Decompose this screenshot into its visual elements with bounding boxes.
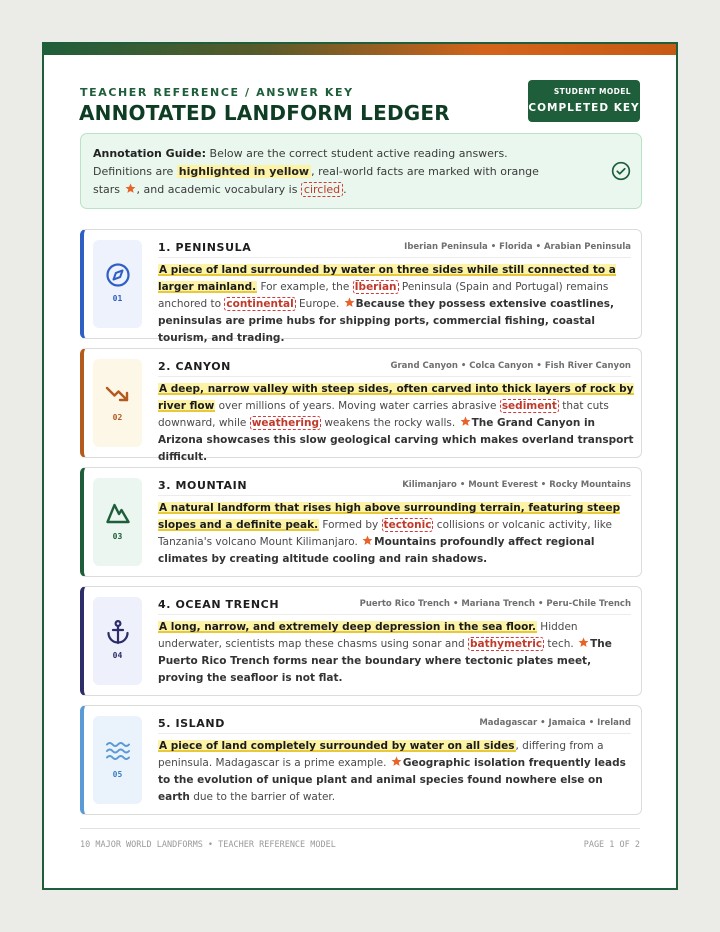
star-icon (460, 416, 471, 427)
star-icon (578, 637, 589, 648)
landform-number: 01 (112, 294, 123, 303)
guide-highlight-sample: highlighted in yellow (178, 165, 310, 178)
landform-number: 02 (112, 413, 123, 422)
status-badge (528, 80, 640, 122)
guide-text-4: . (343, 183, 347, 196)
star-icon (344, 297, 355, 308)
top-accent-bar (44, 44, 676, 55)
description-text: Formed by (319, 519, 382, 531)
landform-icon-tile (93, 359, 142, 447)
card-divider (158, 733, 631, 734)
vocab-circled: weathering (251, 417, 319, 429)
footer-page-number: PAGE 1 OF 2 (583, 840, 640, 850)
vocab-circled: Iberian (354, 281, 397, 293)
footer-left: 10 MAJOR WORLD LANDFORMS • TEACHER REFERENCE MODEL (80, 840, 336, 850)
landform-icon-tile (93, 716, 142, 804)
landform-title: 1. PENINSULA (158, 241, 252, 254)
star-icon (125, 183, 136, 194)
guide-text (93, 145, 553, 199)
star-icon (391, 756, 402, 767)
description-text: Peninsula (Spain and Portugal) remains anchored to (158, 281, 609, 310)
description-text: tech. (544, 638, 578, 650)
landform-description (158, 500, 634, 568)
description-text: that cuts downward, while (158, 400, 609, 429)
landform-card (80, 467, 642, 577)
landform-examples: Kilimanjaro • Mount Everest • Rocky Mountains (402, 480, 631, 490)
landform-description (158, 262, 634, 347)
guide-label: Annotation Guide: (93, 147, 207, 160)
landform-card (80, 586, 642, 696)
card-divider (158, 376, 631, 377)
description-text: due to the barrier of water. (189, 791, 336, 803)
description-text: Europe. (295, 298, 343, 310)
annotation-guide (80, 133, 642, 209)
description-text: Hidden underwater, scientists map these chasms using sonar and (158, 621, 578, 650)
landform-title: 2. CANYON (158, 360, 231, 373)
landform-description (158, 738, 634, 806)
fact-text: Because they possess extensive coastlines, peninsulas are prime hubs for shipping ports, commercial fishing, coastal tourism, and trading. (158, 298, 614, 344)
definition-highlight: A piece of land completely surrounded by water on all sides (159, 740, 515, 752)
description-text: , differing from a peninsula. Madagascar is a prime example. (158, 740, 604, 769)
landform-number: 04 (112, 651, 123, 660)
landform-examples: Puerto Rico Trench • Mariana Trench • Peru-Chile Trench (359, 599, 631, 609)
check-circle-icon (611, 161, 631, 181)
landform-description (158, 619, 634, 687)
description-text: For example, the (257, 281, 353, 293)
card-divider (158, 495, 631, 496)
page-footer (80, 828, 640, 850)
card-divider (158, 614, 631, 615)
landform-description (158, 381, 634, 466)
landform-examples: Iberian Peninsula • Florida • Arabian Peninsula (404, 242, 631, 252)
definition-highlight: A deep, narrow valley with steep sides, often carved into thick layers of rock by river flow (158, 383, 634, 412)
guide-circled-sample: circled (301, 182, 343, 197)
guide-text-1: Below are the correct student active reading answers. Definitions are (93, 147, 508, 178)
guide-text-2: , real-world facts are marked with orange stars (93, 165, 539, 196)
landform-icon-tile (93, 478, 142, 566)
eyebrow-label: TEACHER REFERENCE / ANSWER KEY (80, 86, 354, 99)
landform-number: 05 (112, 770, 123, 779)
star-icon (362, 535, 373, 546)
fact-text: The Grand Canyon in Arizona showcases this slow geological carving which makes overland transport difficult. (158, 417, 634, 463)
landform-card (80, 705, 642, 815)
landform-card (80, 229, 642, 344)
fact-text: Geographic isolation frequently leads to the evolution of unique plant and animal species found nowhere else on earth (158, 757, 626, 803)
landform-number: 03 (112, 532, 123, 541)
landform-title: 3. MOUNTAIN (158, 479, 248, 492)
landform-icon-tile (93, 597, 142, 685)
definition-highlight: A natural landform that rises high above surrounding terrain, featuring steep slopes and a definite peak. (158, 502, 621, 531)
fact-text: The Puerto Rico Trench forms near the boundary where tectonic plates meet, proving the seafloor is not flat. (158, 638, 612, 684)
landform-title: 5. ISLAND (158, 717, 225, 730)
card-divider (158, 257, 631, 258)
vocab-circled: bathymetric (470, 638, 543, 650)
fact-text: Mountains profoundly affect regional climates by creating altitude cooling and rain shadows. (158, 536, 595, 565)
landform-icon-tile (93, 240, 142, 328)
vocab-circled: continental (226, 298, 294, 310)
badge-label: COMPLETED KEY (528, 102, 640, 114)
landform-title: 4. OCEAN TRENCH (158, 598, 280, 611)
description-text: over millions of years. Moving water carries abrasive (215, 400, 500, 412)
landform-card (80, 348, 642, 463)
landform-examples: Madagascar • Jamaica • Ireland (479, 718, 631, 728)
vocab-circled: tectonic (383, 519, 432, 531)
guide-text-3: , and academic vocabulary is (136, 183, 301, 196)
landform-examples: Grand Canyon • Colca Canyon • Fish River Canyon (390, 361, 631, 371)
definition-highlight: A piece of land surrounded by water on three sides while still connected to a larger mainland. (158, 264, 616, 293)
vocab-circled: sediment (501, 400, 557, 412)
description-text: collisions or volcanic activity, like Tanzania's volcano Mount Kilimanjaro. (158, 519, 612, 548)
page-title: ANNOTATED LANDFORM LEDGER (79, 101, 450, 125)
description-text: weakens the rocky walls. (321, 417, 459, 429)
badge-caption: STUDENT MODEL (553, 87, 631, 96)
worksheet-page (42, 42, 678, 890)
definition-highlight: A long, narrow, and extremely deep depression in the sea floor. (159, 621, 536, 633)
